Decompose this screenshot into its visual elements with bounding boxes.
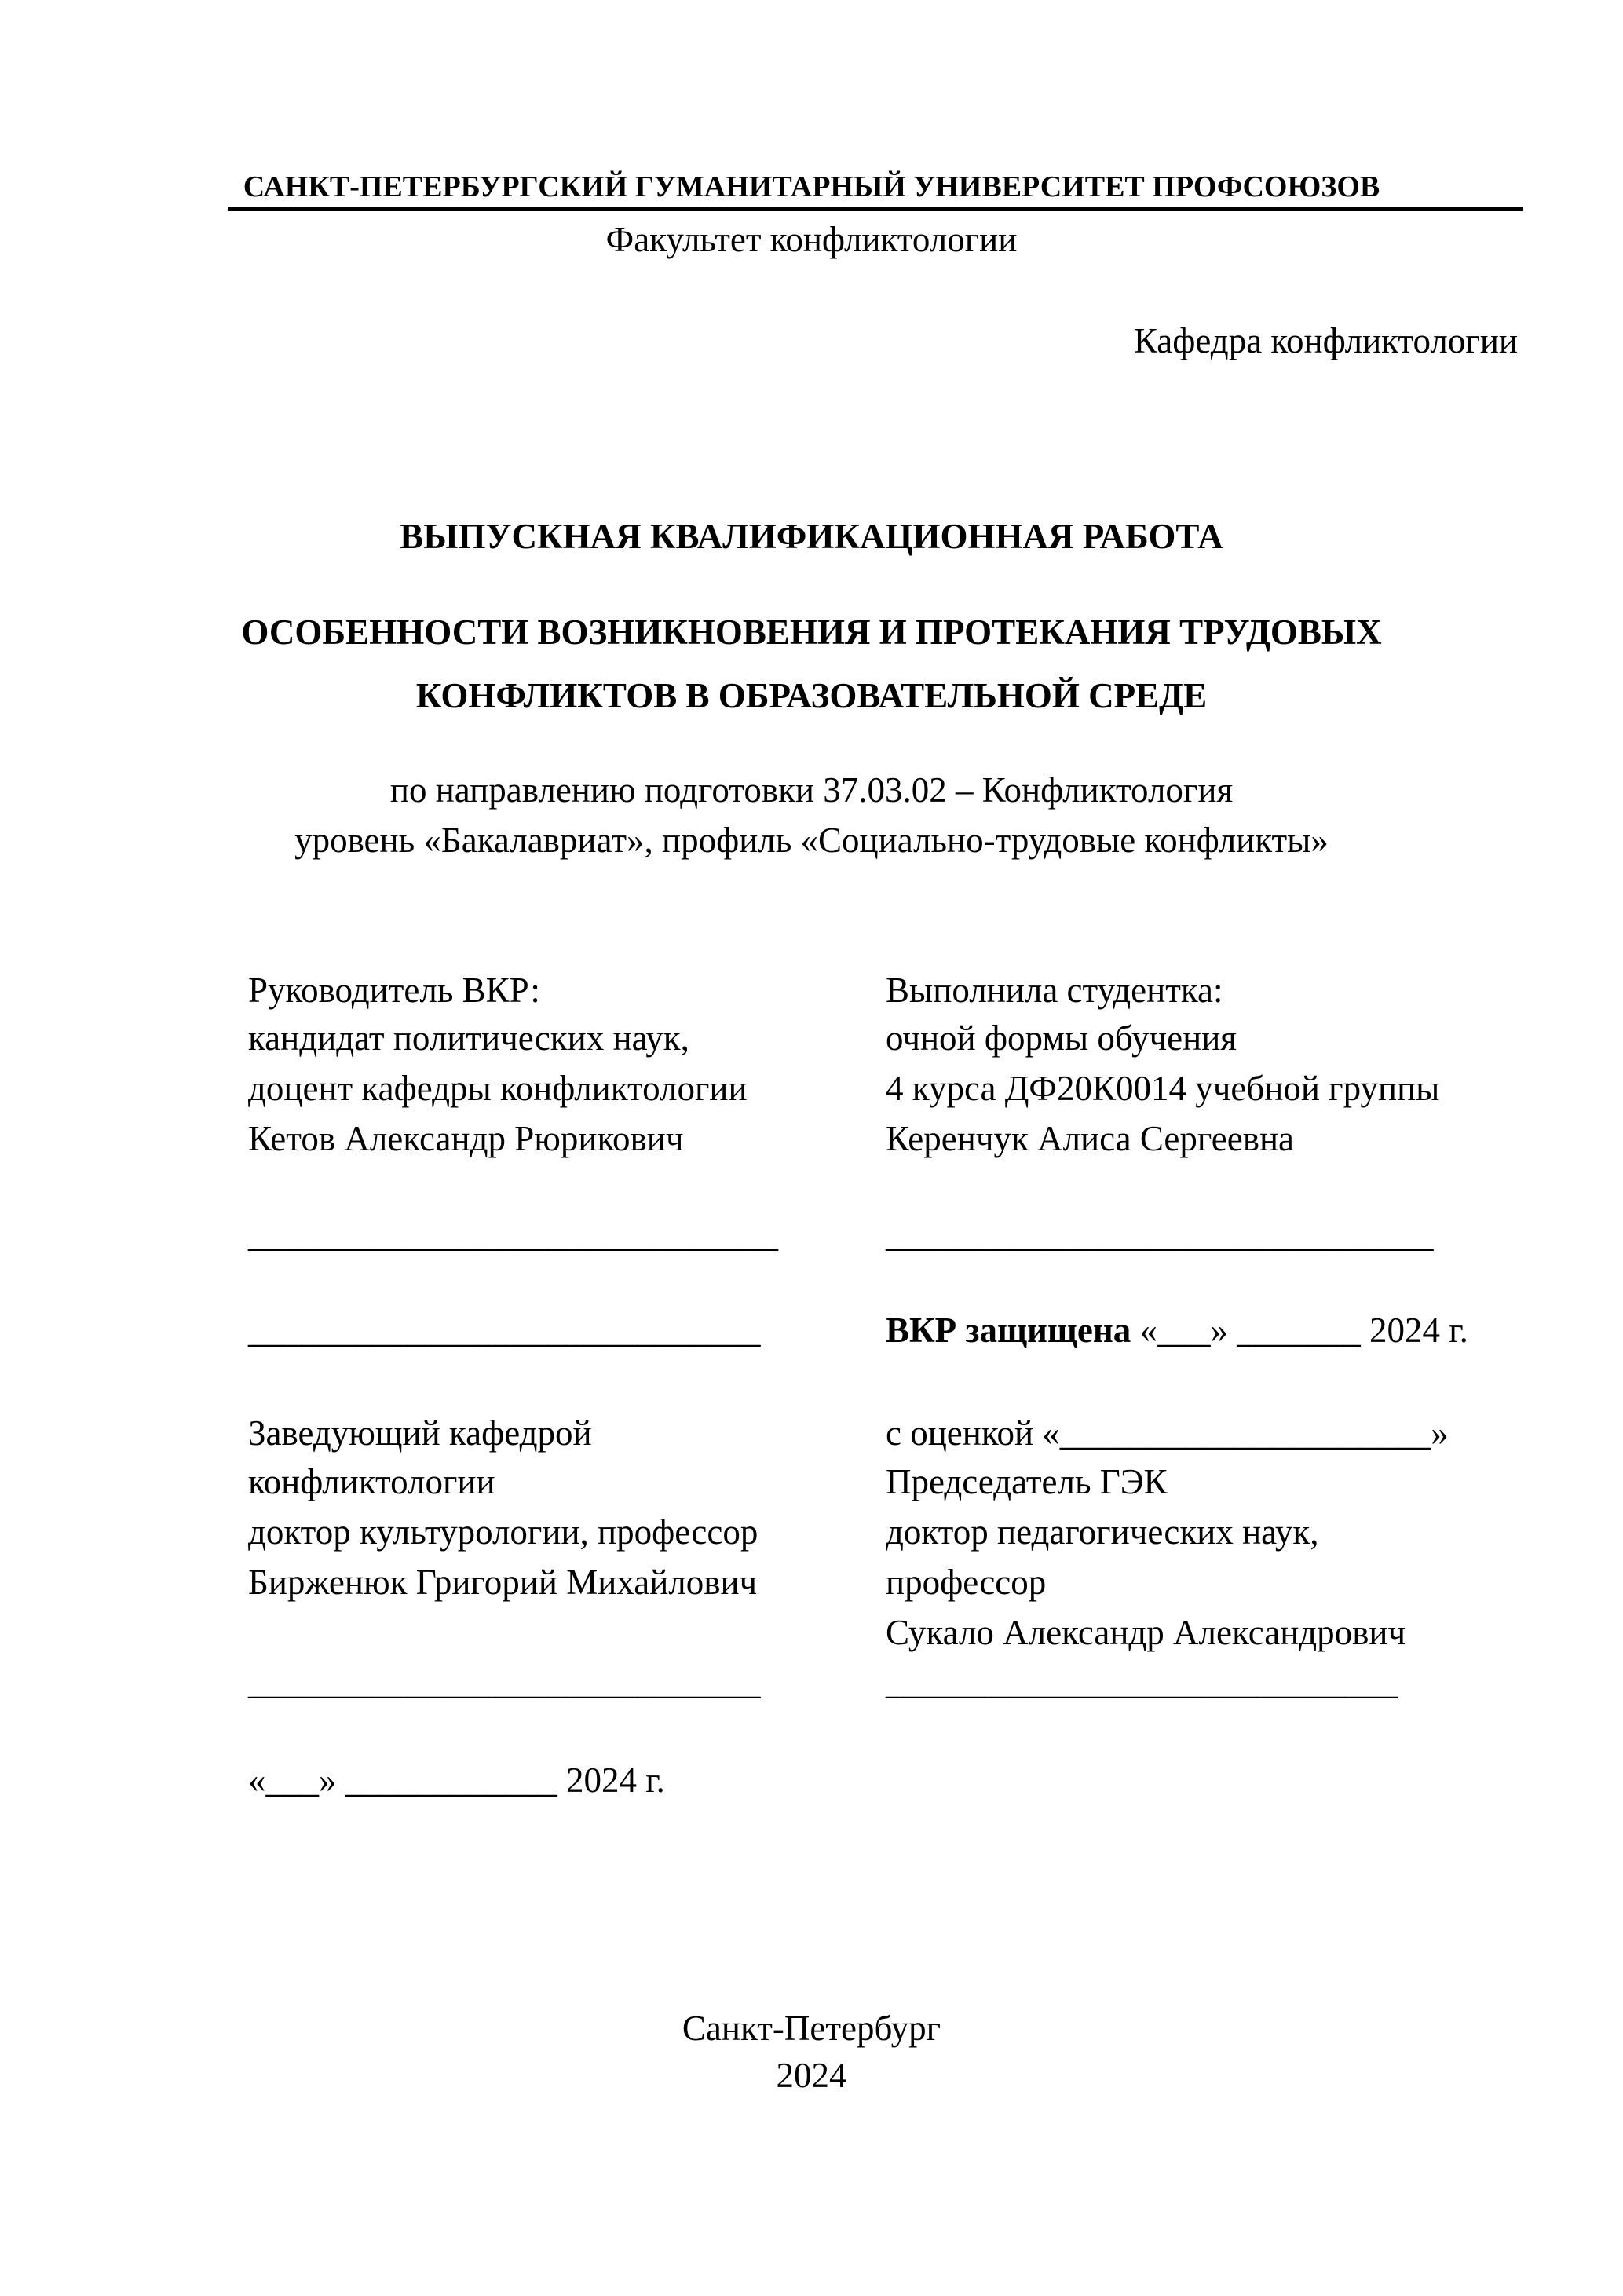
supervisor-position: доцент кафедры конфликтологии (248, 1069, 748, 1108)
defense-line (886, 1305, 1468, 1355)
student-name: Керенчук Алиса Сергеевна (886, 1119, 1295, 1158)
supervisor-degree: кандидат политических наук, (248, 1018, 689, 1058)
supervisor-label: Руководитель ВКР: (248, 971, 540, 1010)
student-form: очной формы обучения (886, 1018, 1237, 1058)
date-line: «___» ____________ 2024 г. (248, 1760, 665, 1800)
faculty-name: Факультет конфликтологии (605, 220, 1018, 259)
footer-year: 2024 (776, 2056, 847, 2095)
chairman-label: Председатель ГЭК (886, 1462, 1168, 1501)
work-type-title: ВЫПУСКНАЯ КВАЛИФИКАЦИОННАЯ РАБОТА (400, 517, 1223, 556)
chairman-title: профессор (886, 1563, 1047, 1602)
study-level: уровень «Бакалавриат», профиль «Социально-трудовые конфликты» (294, 821, 1329, 860)
chairman-degree: доктор педагогических наук, (886, 1512, 1319, 1552)
topic-line-1: ОСОБЕННОСТИ ВОЗНИКНОВЕНИЯ И ПРОТЕКАНИЯ ТРУДОВЫХ (241, 612, 1382, 652)
student-label: Выполнила студентка: (886, 971, 1223, 1010)
department-name: Кафедра конфликтологии (1133, 321, 1518, 360)
university-name: САНКТ-ПЕТЕРБУРГСКИЙ ГУМАНИТАРНЫЙ УНИВЕРСИТЕТ ПРОФСОЮЗОВ (243, 170, 1380, 203)
head-name: Бирженюк Григорий Михайлович (248, 1563, 758, 1602)
head-signature-line: _____________________________ (248, 1662, 761, 1702)
study-direction: по направлению подготовки 37.03.02 – Конфликтология (389, 770, 1234, 810)
header-rule (228, 207, 1523, 211)
topic-line-2: КОНФЛИКТОВ В ОБРАЗОВАТЕЛЬНОЙ СРЕДЕ (415, 676, 1208, 715)
student-group: 4 курса ДФ20К0014 учебной группы (886, 1069, 1440, 1108)
defense-label: ВКР защищена (886, 1311, 1131, 1350)
blank-signature-line: _____________________________ (248, 1311, 761, 1350)
chairman-name: Сукало Александр Александрович (886, 1613, 1406, 1652)
chairman-signature-line: _____________________________ (886, 1662, 1398, 1702)
defense-grade: с оценкой «_____________________» (886, 1413, 1449, 1453)
supervisor-signature-line: ______________________________ (248, 1215, 778, 1254)
defense-date: «___» _______ 2024 г. (1131, 1311, 1468, 1350)
supervisor-name: Кетов Александр Рюрикович (248, 1119, 684, 1158)
footer-city: Санкт-Петербург (682, 2009, 941, 2048)
student-signature-line: _______________________________ (886, 1215, 1434, 1254)
head-dept: конфликтологии (248, 1462, 495, 1501)
head-degree: доктор культурологии, профессор (248, 1512, 758, 1552)
head-label: Заведующий кафедрой (248, 1413, 592, 1453)
